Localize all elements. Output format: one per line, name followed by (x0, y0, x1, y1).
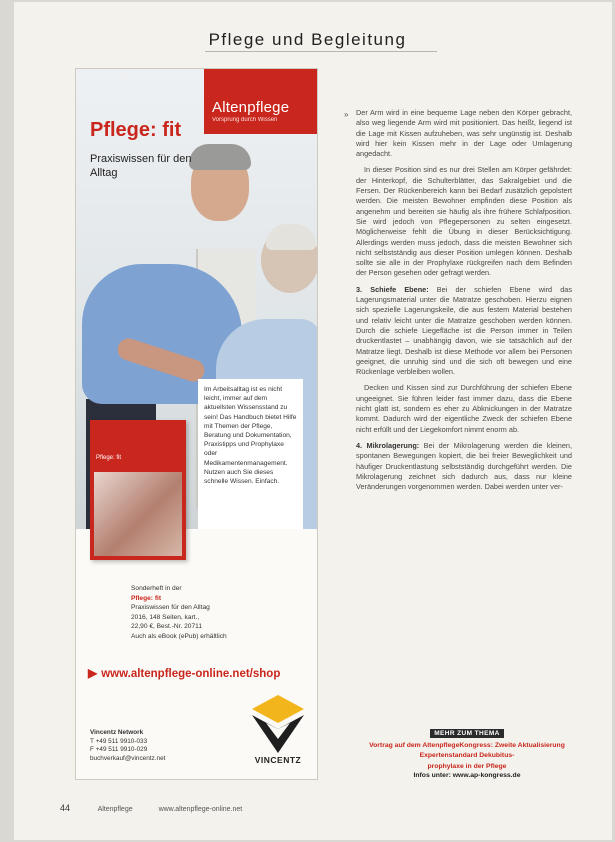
contact-fax: F +49 511 9910-029 (90, 746, 148, 754)
details-line: Praxiswissen für den Alltag (131, 604, 210, 612)
more-on-topic-line: prophylaxe in der Pflege (427, 763, 507, 770)
product-details (131, 584, 291, 642)
shop-link-text: www.altenpflege-online.net/shop (101, 668, 281, 680)
continuation-marker: » (344, 110, 349, 119)
arrow-right-icon: ▶ (88, 666, 98, 680)
article-paragraph: 4. Mikrolagerung: Bei der Mikrolagerung werden die kleinen, spontanen Bewegungen kopiert, die bei freier Beweglichkeit und häufiger Druckentlastung selbstständig durchgeführt werden. Die Mikrolagerung zeichnet sich dadurch aus, dass nur kleine Veränderungen vorgenommen werden. Dabei werden unter ver- (356, 440, 572, 492)
more-on-topic-line: Vortrag auf dem AltenpflegeKongress: Zweite Aktualisierung Expertenstandard Dekubitus- (369, 742, 565, 759)
brand-title: Altenpflege (212, 99, 290, 116)
details-intro: Sonderheft in der (131, 585, 182, 592)
book-cover[interactable] (90, 420, 186, 560)
details-line: Auch als eBook (ePub) erhältlich (131, 632, 227, 640)
ad-info-box: Im Arbeitsalltag ist es nicht leicht, immer auf dem aktuellsten Wissensstand zu sein! Das Handbuch bietet Hilfe mit Themen der Pflege, Beratung und Dokumentation, Praxistipps und Prophylaxe oder Medikamentenmanagement. Nutzen auch Sie dieses schnelle Wissen. Einfach. (198, 379, 303, 529)
article-paragraph: Der Arm wird in eine bequeme Lage neben den Körper gebracht, also weg liegende Arm wird mit positioniert. Das heißt, liegend ist die Lage mit Kissen aufzuheben, was sehr ungünstig ist. Deshalb wird hier kein Kissen mehr in der Lage oder Umlagerung angedacht. (356, 108, 572, 159)
advertisement (75, 68, 318, 780)
article-paragraph: 3. Schiefe Ebene: Bei der schiefen Ebene wird das Lagerungsmaterial unter die Matratze geschoben. Hierzu eignen sich spezielle Lagerungskeile, die aus festem Material bestehen und relativ leicht unter die Matratze geschoben werden können. Durch die schiefe Liegefläche ist die Person immer in Teilen druckentlastet – unabhängig davon, wie sie tatsächlich auf der Matratze liegt. Deshalb ist diese Methode vor allem bei Personen geeignet, die unruhig sind und die sich oft bewegen und eine Rückenlage verbleiben wollen. (356, 284, 572, 377)
more-on-topic-box (360, 722, 574, 779)
contact-email[interactable]: buchverkauf@vincentz.net (90, 754, 166, 762)
article-body (356, 108, 572, 498)
book-cover-photo (94, 472, 182, 556)
brand-logo[interactable] (204, 69, 317, 134)
article-paragraph: Decken und Kissen sind zur Durchführung der schiefen Ebene ungeeignet. Sie führen leider fast immer dazu, dass die Ebene nicht glatt ist, sondern es eher zu Abknickungen in der Matratze kommt. Dadurch wird der eigentliche Zweck der schiefen Ebene nicht erfüllt und der Liegekomfort nimmt enorm ab. (356, 383, 572, 434)
more-on-topic-label: MEHR ZUM THEMA (430, 729, 504, 738)
more-on-topic-link[interactable]: Infos unter: www.ap-kongress.de (413, 772, 521, 779)
logo-text: VINCENTZ (254, 755, 302, 765)
brand-tagline: Vorsprung durch Wissen (212, 117, 278, 123)
photo-patient-hair (266, 224, 316, 250)
page-title: Pflege und Begleitung (208, 30, 407, 49)
page-number: 44 (60, 803, 71, 813)
contact-phone: T +49 511 9910-033 (90, 737, 148, 745)
ad-title: Pflege: fit (90, 119, 182, 141)
details-line: 22,90 €, Best.-Nr. 20711 (131, 623, 202, 631)
contact-block (90, 729, 165, 763)
shop-link[interactable] (88, 666, 280, 680)
article-paragraph: In dieser Position sind es nur drei Stellen am Körper gefährdet: der Hinterkopf, die Schulterblätter, das Sakralgebiet und die Fersen. Der Rückenbereich kann bei Bedarf zusätzlich gepolstert werden. Die meisten Bewohner empfinden diese Position als angenehm und bereiten sie häufig als ihre frühere Schlafposition. Sie wird jedoch von Pflegepersonen zu selten eingesetzt. Möglicherweise fehlt die Übung in dieser Berücksichtigung. Allerdings werden muss jedoch, dass die meisten Bewohner sich nicht selbstständig aus dieser Position umlegen können. Deshalb sollte sie alle in der Prophylaxe rückgreifen nach dem Befinden der Person gesehen oder gefragt werden. (356, 165, 572, 278)
page-footer (60, 803, 242, 813)
vincentz-logo-icon (248, 693, 308, 761)
book-title: Pflege: fit (96, 455, 122, 461)
details-product: Pflege: fit (131, 594, 162, 602)
title-divider (205, 51, 437, 52)
details-line: 2016, 148 Seiten, kart., (131, 613, 200, 621)
magazine-name: Altenpflege (97, 806, 133, 813)
ad-subtitle: Praxiswissen für den Alltag (90, 153, 192, 179)
magazine-url[interactable]: www.altenpflege-online.net (158, 806, 243, 813)
contact-company: Vincentz Network (90, 729, 144, 736)
